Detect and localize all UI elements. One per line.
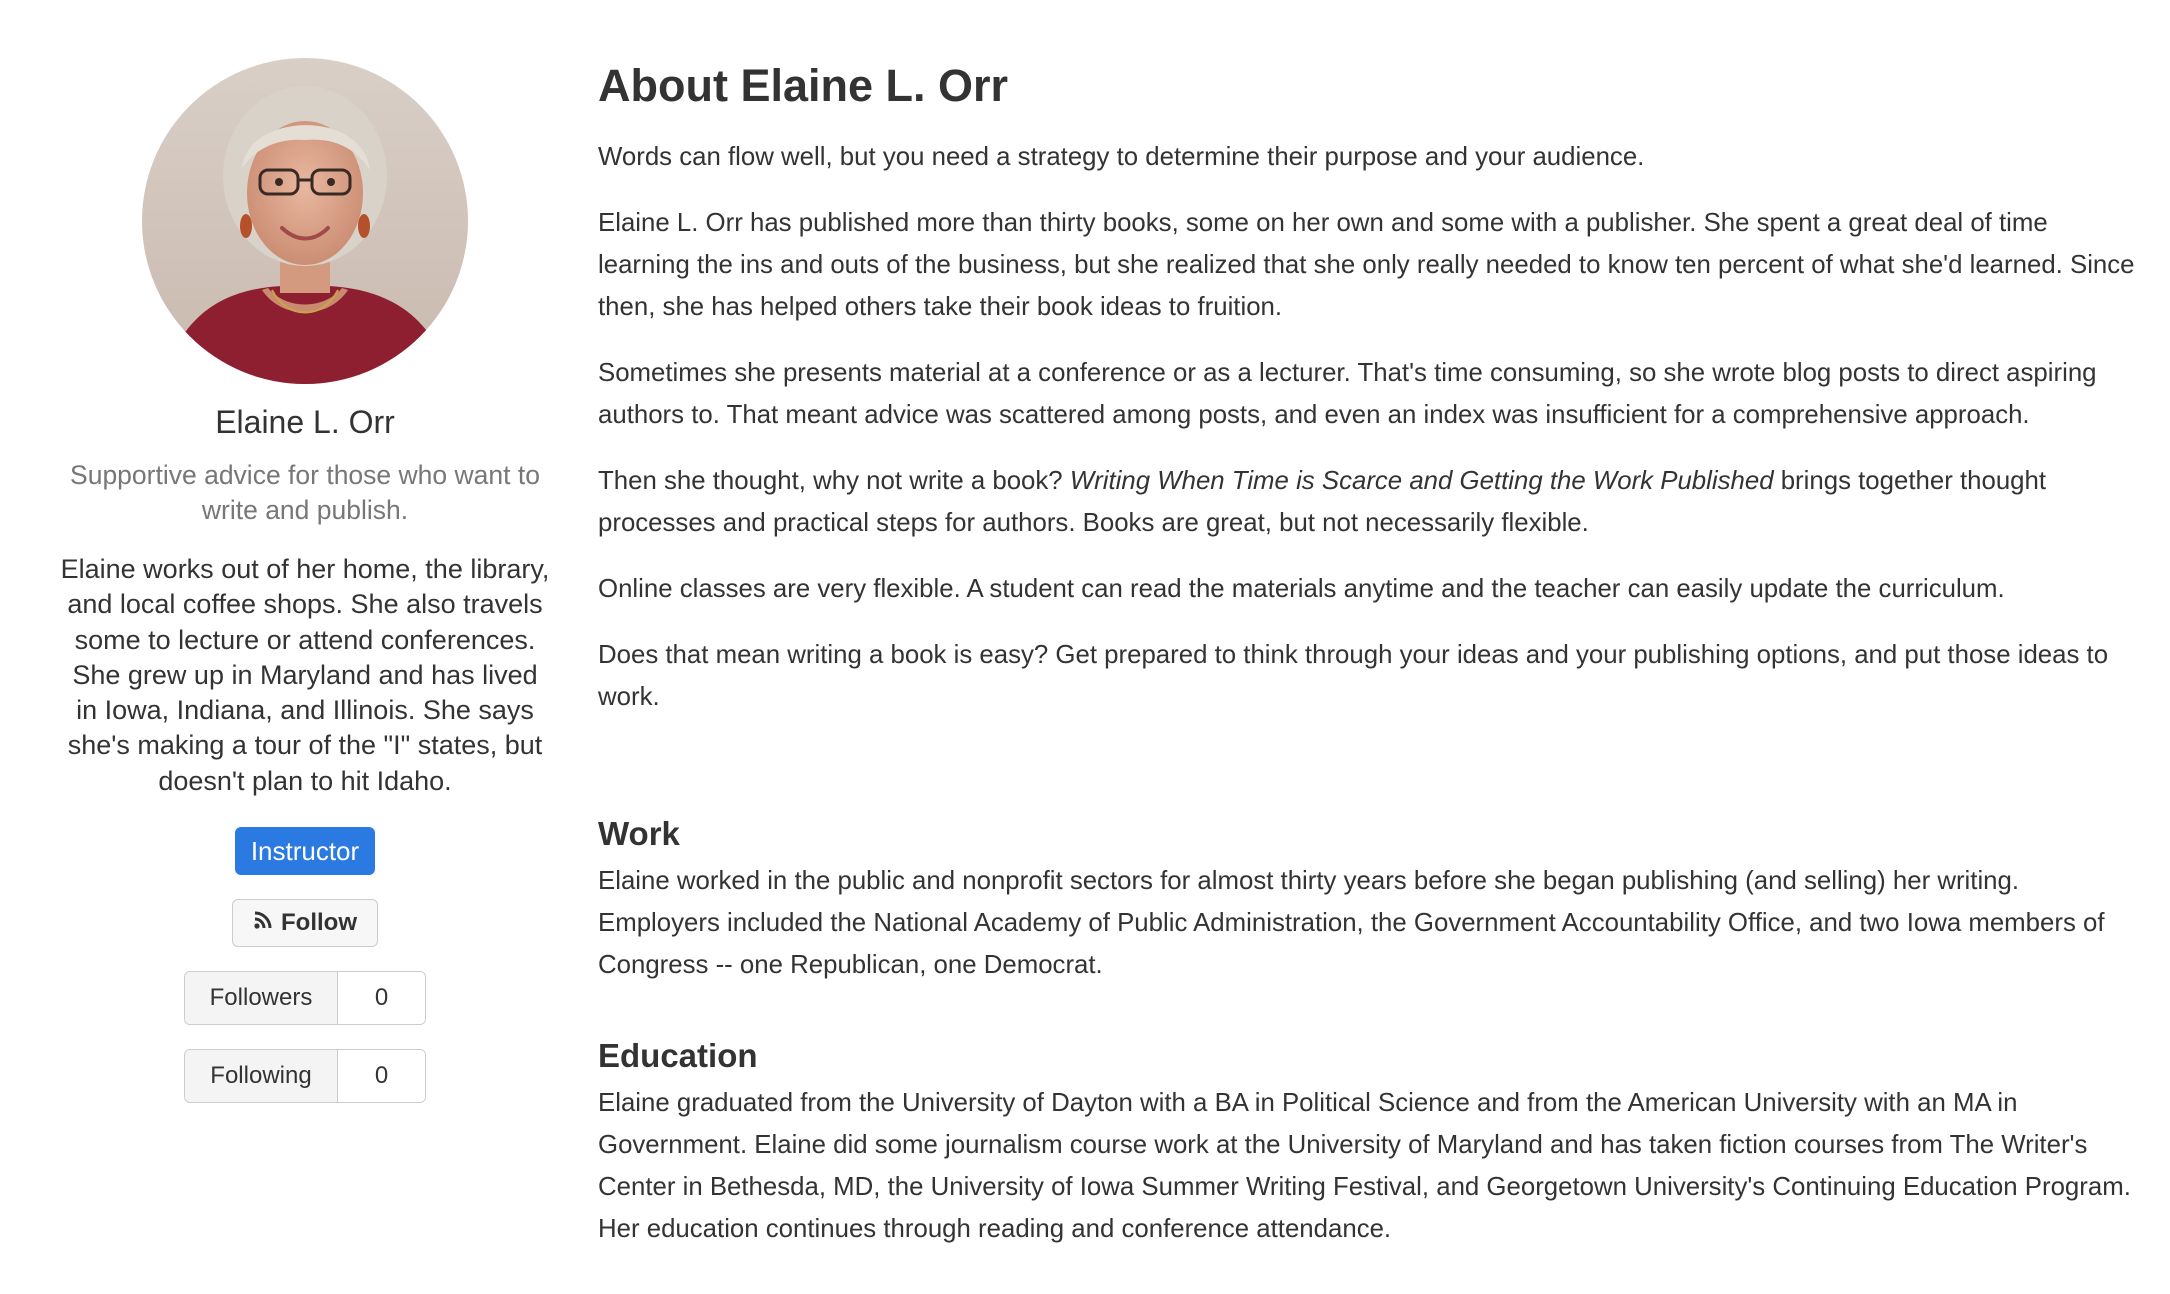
about-paragraph-4-intro: Then she thought, why not write a book? — [598, 467, 1070, 495]
profile-tagline: Supportive advice for those who want to write and publish. — [70, 460, 540, 525]
about-paragraph-1: Words can flow well, but you need a strategy to determine their purpose and your audience. — [598, 143, 1645, 171]
followers-stat[interactable] — [184, 971, 426, 1025]
profile-sidebar — [60, 58, 550, 1127]
role-badge: Instructor — [235, 827, 375, 875]
work-heading: Work — [598, 815, 680, 852]
profile-bio: Elaine works out of her home, the library, and local coffee shops. She also travels some to lecture or attend conferences. She grew up in Maryland and has lived in Iowa, Indiana, and Illinois. She says she's making a tour of the "I" states, but doesn't plan to hit Idaho. — [60, 554, 550, 796]
about-content — [598, 56, 2138, 1274]
education-text: Elaine graduated from the University of Dayton with a BA in Political Science and from the American University with an MA in Government. Elaine did some journalism course work at the University of Maryland and has taken fiction courses from The Writer's Center in Bethesda, MD, the University of Iowa Summer Writing Festival, and Georgetown University's Continuing Education Program. Her education continues through reading and conference attendance. — [598, 1089, 2131, 1243]
follow-label: Follow — [281, 909, 357, 937]
following-label: Following — [185, 1050, 338, 1102]
education-heading: Education — [598, 1037, 758, 1074]
page-title: About Elaine L. Orr — [598, 60, 1009, 111]
following-stat[interactable] — [184, 1049, 426, 1103]
work-text: Elaine worked in the public and nonprofit sectors for almost thirty years before she began publishing (and selling) her writing. Employers included the National Academy of Public Administration, the Government Accountability Office, and two Iowa members of Congress -- one Republican, one Democrat. — [598, 867, 2105, 979]
book-title: Writing When Time is Scarce and Getting the Work Published — [1069, 467, 1774, 495]
avatar — [142, 58, 468, 384]
following-count: 0 — [338, 1050, 425, 1102]
follow-button[interactable] — [232, 899, 378, 947]
about-paragraph-5: Online classes are very flexible. A student can read the materials anytime and the teacher can easily update the curriculum. — [598, 575, 2005, 603]
followers-count: 0 — [338, 972, 425, 1024]
about-paragraph-3: Sometimes she presents material at a conference or as a lecturer. That's time consuming, so she wrote blog posts to direct aspiring authors to. That meant advice was scattered among posts, and even an index was insufficient for a comprehensive approach. — [598, 359, 2097, 429]
about-paragraph-6: Does that mean writing a book is easy? Get prepared to think through your ideas and your publishing options, and put those ideas to work. — [598, 641, 2109, 711]
profile-name: Elaine L. Orr — [215, 404, 395, 440]
rss-icon — [253, 909, 273, 937]
about-paragraph-4-rest: brings together thought processes and practical steps for authors. Books are great, but not necessarily flexible. — [598, 467, 2047, 537]
about-paragraph-4 — [598, 460, 2138, 544]
followers-label: Followers — [185, 972, 338, 1024]
about-paragraph-2: Elaine L. Orr has published more than thirty books, some on her own and some with a publisher. She spent a great deal of time learning the ins and outs of the business, but she realized that she only really needed to know ten percent of what she'd learned. Since then, she has helped others take their book ideas to fruition. — [598, 209, 2135, 321]
